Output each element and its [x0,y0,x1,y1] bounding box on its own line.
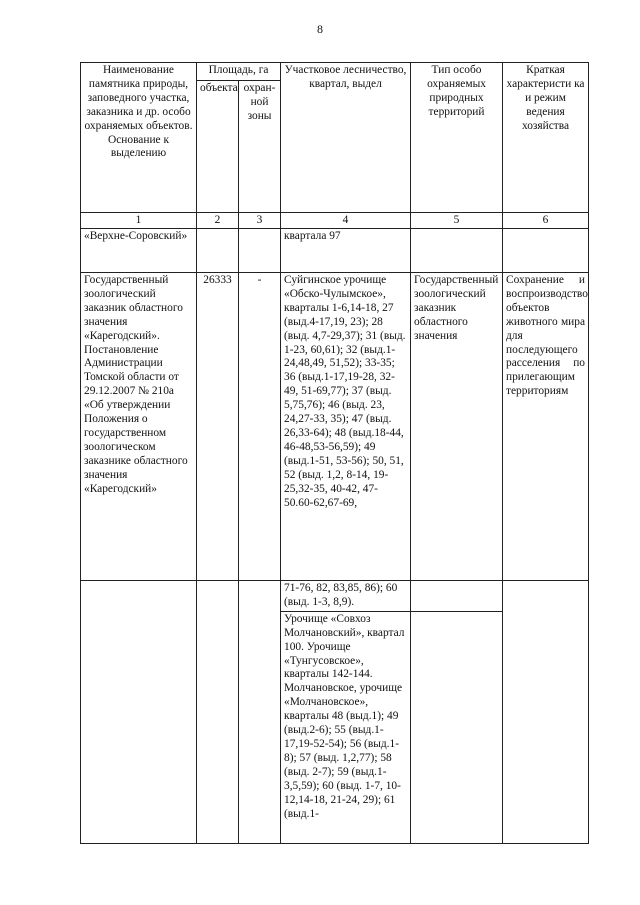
header-type: Тип особо охраняемых природных территорий [411,63,503,213]
header-name: Наименование памятника природы, заповедного участка, заказника и др. особо охраняемых объектов. Основание к выделению [81,63,197,213]
row-area-object: 26333 [197,273,239,581]
row-name [81,581,197,844]
row-area-object [197,581,239,844]
row-characteristics [503,229,589,273]
header-characteristics: Краткая характеристи ка и режим ведения хозяйства [503,63,589,213]
row-type-empty [411,611,503,843]
header-area-group: Площадь, га [197,63,281,81]
column-number: 3 [239,213,281,229]
header-row-1 [81,63,589,81]
header-area-protected-zone: охран-ной зоны [239,81,281,213]
row-type [411,229,503,273]
column-number: 5 [411,213,503,229]
row-location-part-a: 71-76, 82, 83,85, 86); 60 (выд. 1-3, 8,9). [281,581,411,612]
row-location: квартала 97 [281,229,411,273]
row-type: Государственный зоологический заказник областного значения [411,273,503,581]
column-number: 2 [197,213,239,229]
row-location-part-b: Урочище «Совхоз Молчановский», квартал 100. Урочище «Тунгусовское», кварталы 142-144. Молчановское, урочище «Молчановское», кварталы 48 (выд.1); 49 (выд.2-6); 55 (выд.1-17,19-52-54); 56 (выд.1-8); 57 (выд. 1,2,77); 58 (выд. 2-7); 59 (выд.1-3,5,59); 60 (выд. 1-7, 10-12,14-18, 21-24, 29); 61 (выд.1- [281,611,411,843]
row-area-object [197,229,239,273]
row-name: Государственный зоологический заказник областного значения «Карегодский». Постановление Администрации Томской области от 29.12.2007 № 210а «Об утверждении Положения о государственном зоологическом заказнике областного значения «Карегодский» [81,273,197,581]
header-area-object: объекта [197,81,239,213]
row-characteristics: Сохранение и воспроизводство объектов животного мира для последующего расселения по прилегающим территориям [503,273,589,581]
row-area-protected [239,581,281,844]
column-number-row [81,213,589,229]
column-number: 1 [81,213,197,229]
page-number: 8 [317,22,323,36]
row-type [411,581,503,612]
column-number: 6 [503,213,589,229]
row-location: Суйгинское урочище «Обско-Чулымское», кварталы 1-6,14-18, 27 (выд.4-17,19, 23); 28 (выд. 4,7-29,37); 31 (выд. 1-23, 60,61); 32 (выд.1-24,48,49, 51,52); 33-35; 36 (выд.1-17,19-28, 32-49, 51-69,77); 37 (выд. 5,75,76); 46 (выд. 23, 24,27-33, 35); 47 (выд. 26,33-64); 48 (выд.18-44, 46-48,53-56,59); 49 (выд.1-51, 53-56); 50, 51, 52 (выд. 1,2, 8-14, 19-25,32-35, 40-42, 47-50.60-62,67-69, [281,273,411,581]
column-number: 4 [281,213,411,229]
row-name: «Верхне-Соровский» [81,229,197,273]
header-location: Участковое лесничество, квартал, выдел [281,63,411,213]
table-row [81,229,589,273]
row-area-protected [239,229,281,273]
table-row [81,273,589,581]
protected-areas-table [80,62,589,844]
row-characteristics [503,581,589,844]
table-row [81,581,589,612]
row-area-protected: - [239,273,281,581]
